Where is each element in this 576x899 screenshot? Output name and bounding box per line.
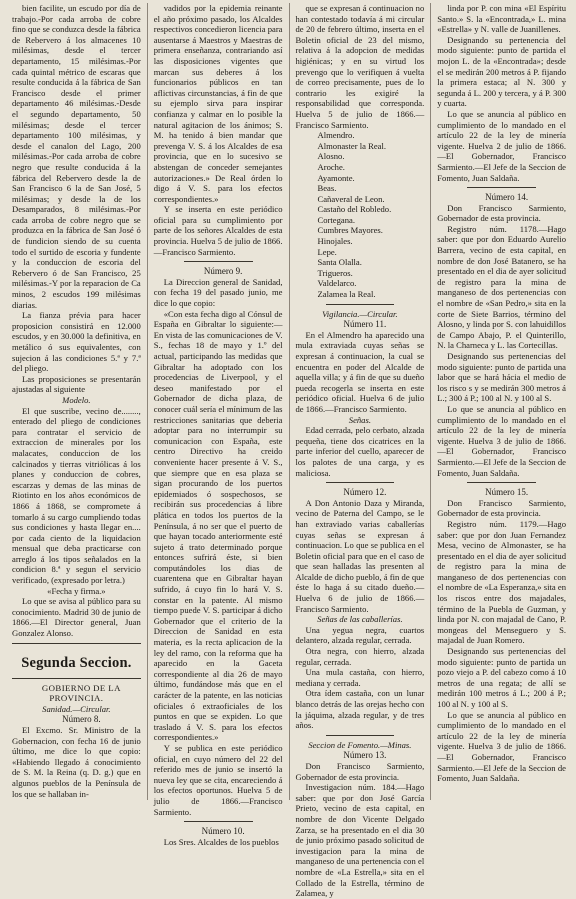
paragraph: Registro núm. 1178.—Hago saber: que por don Eduardo Aurelio Barrera, vecino de esta capital, en nombre de don José Batanero, se ha presentado en el dia de ayer solicitud de registro para la mina de manganeso de dos pertenencias con el nombre de «San Pedro,» sita en la corte de Siete Barrios, término del Alosno, y linda por S. con lahuidillos de Campo Abajo, P. el Quinterillo, N. la Charneca y L. las Cortecillas.: [437, 223, 566, 351]
paragraph: Los Sres. Alcaldes de los pueblos: [163, 836, 279, 847]
paragraph: Otra ídem castaña, con un lunar blanco detrás de las orejas hecho con la jáquima, alzada regular, y de tres años.: [295, 688, 425, 731]
paragraph: La fianza prévia para hacer proposicion consistirá en 12.000 escudos, y en 30.000 la definitiva, en metálico ó sus equivalentes, con sujecion á las condiciones 5.ª y 7.ª del pliego.: [12, 310, 141, 374]
list-item: Aroche.: [317, 161, 345, 172]
list-item: Lepe.: [317, 246, 337, 257]
paragraph: «Con esta fecha digo al Cónsul de España en Gibraltar lo siguiente:—En vista de las comunicaciones de V. S., fechas 18 de mayo y 1.º del actual, participando las medidas que Gibraltar ha adoptado con los procedencias de Liverpool, y el deseo manifestado por el Gobernador de dicha plaza, de conocer cuál sería el mínimum de las restricciones sanitarias que deberia adoptar para no interrumpir su comunicacion con España, este centro Directivo ha creido conveniente hacer presente á V. S., que siempre que en esa plaza se sigan procurando de los puertos epidemiados ó sospechosos, se recibirán sus procedencias á libre plática en todos los puertos de la Península, á no ser que el puerto de que hayan tocado anteriormente esté sujeto á trato determinado porque entonces sufrirá éste, si bien computándoles los dias de cuarentena que en Gibraltar hayan sufrido, á cuyo fin lo hará V. S. constar en la patente. Al mismo tiempo puede V. S. participar á dicho Gobernador que el criterio de la Direccion de Sanidad en esta materia, es la recta aplicacion de la ley del ramo, con la reforma que ha aparecido en la Gaceta correspondiente al dia 26 de mayo último, fundándose más que en el carácter de la patente, en las noticias oficiales ó extraoficiales de los puntos en que se expiden. Lo que traslado á V. S. para los efectos correspondientes.»: [153, 308, 283, 743]
senas-title: Señas.: [348, 414, 371, 425]
divider: [12, 643, 141, 644]
subsection-title: Vigilancia.—Circular.: [322, 308, 398, 319]
list-item: Zalamea la Real.: [317, 289, 376, 300]
list-item: Hinojales.: [317, 236, 353, 247]
divider: [326, 482, 395, 483]
paragraph: Una mula castaña, con hierro, mediana y cerrada.: [295, 667, 425, 688]
column-1: [12, 3, 141, 800]
paragraph: Lo que se avisa al público para su conocimiento. Madrid 30 de junio de 1866.—El Director general, Juan Gonzalez Alonso.: [12, 596, 141, 639]
list-item: Almonaster la Real.: [317, 140, 386, 151]
list-item: Almendro.: [317, 130, 355, 141]
senas-caballerias-title: Señas de las caballerías.: [317, 614, 403, 625]
fecha-firma: «Fecha y firma.»: [47, 585, 106, 596]
paragraph: El Excmo. Sr. Ministro de la Gobernacion, con fecha 16 de junio último, me dice lo que copio: «Habiendo llegado á conocimiento de S. M. la Reina (q. D. g.) que en algunos pueblos de la Península de los que se hallaban in-: [12, 725, 141, 799]
paragraph: Edad cerrada, pelo cerbato, alzada pequeña, tiene dos cicatrices en la parte inferior del cuello, aparecer de los palotes de una carga, y es maliciosa.: [295, 425, 425, 478]
paragraph: Don Francisco Sarmiento, Gobernador de esta provincia.: [295, 760, 425, 782]
divider: [467, 187, 536, 188]
numero-heading: Número 12.: [343, 487, 387, 498]
paragraph: Las proposiciones se presentarán ajustadas al siguiente: [12, 373, 141, 395]
column-4: [437, 3, 566, 800]
paragraph: Don Francisco Sarmiento, Gobernador de esta provincia.: [437, 497, 566, 519]
numero-heading: Número 8.: [62, 714, 101, 725]
paragraph: bien facilite, un escudo por día de trabajo.-Por cada arroba de cobre fino que se conduzca desde la fábrica de Rebervero á los almacenes 10 milésimas, desde el tercer departamento, 15 milésimas.-Por cada quintal métrico de escaras que resulte conducida á la fábrica de San Francisco desde el primer departamento 46 milésimas.-Desde el segundo departamento, 50 milésimas; desde el tercer departamento 100 milésimas, y desde el canalon del Lago, 200 milésimas.-Por cada arroba de cobre negro que resulte conducida á la fábrica del Rebervero desde la de San Francisco 6 la de San José, 5 milésimas; y desde la de los Desamparados, 8 milésimas.-Por cada arroba de cobre negro que se produzca en la fábrica de San José ó de fundicion siendo de su cuenta todo el surtido de escoria y fundente y la conduccion de escoria del Rebervero ó de San Francisco, 25 milésimas.-Y por la reparacion de Ca minos, 2 escudos 199 milésimas diarias.: [12, 3, 141, 310]
paragraph: Designando sus pertenencias del modo siguiente: punto de partida una labor que se hará hácia el medio de los risco s y se medirán 300 metros á L.; 300 á P.; 100 al N. y 100 al S.: [437, 351, 566, 404]
column-2: [153, 3, 283, 847]
paragraph: Otra negra, con hierro, alzada regular, cerrada.: [295, 646, 425, 667]
paragraph: A Don Antonio Daza y Miranda, vecino de Paterna del Campo, se le han extraviado varias caballerías cuyas señas se expresan á continuacion. Lo que se publica en el Boletin oficial para que en el caso de que sean halladas las presenten al Alcalde de dicho pueblo, á fin de que éste lo haga á su citado dueño.—Huelva 6 de julio de 1866.—Francisco Sarmiento.: [295, 497, 425, 614]
paragraph: Una yegua negra, cuartos delantero, alzada regular, cerrada.: [295, 624, 425, 646]
list-item: Cañaveral de Leon.: [317, 193, 385, 204]
paragraph: que se expresan á continuacion no han contestado todavía á mi circular de 20 de febrero último, inserta en el Boletin oficial de 23 del mismo, relativa á la adopcion de medidas higiénicas; y en su virtud los prevengo que lo verifiquen á vuelta de correo precisamente, pues de lo contrario les exigiré la responsabilidad que corresponda. Huelva 5 de julio de 1866.—Francisco Sarmiento.: [295, 3, 425, 130]
divider: [184, 261, 253, 262]
paragraph: Investigacion núm. 184.—Hago saber: que por don José García Prieto, vecino de esta capital, en nombre de don Vicente Delgado Zarza, se ha presentado en el dia 30 de junio próximo pasado solicitud de investigacion para la mina de manganeso de una pertenencia con el nombre de «La Estrella,» sita en el Collado de la Estrella, término de Zalamea, y: [295, 782, 425, 899]
paragraph: Y se inserta en este periódico oficial para su cumplimiento por parte de los señores Alcaldes de esta provincia. Huelva 5 de julio de 1866.—Francisco Sarmiento.: [153, 204, 283, 257]
column-divider: [430, 3, 431, 800]
list-item: Cumbres Mayores.: [317, 225, 383, 236]
gobierno-title: GOBIERNO DE LA PROVINCIA.: [41, 682, 121, 704]
subsection-title: Seccion de Fomento.—Minas.: [308, 739, 412, 750]
paragraph: Don Francisco Sarmiento, Gobernador de esta provincia.: [437, 202, 566, 224]
numero-heading: Número 9.: [203, 266, 243, 277]
paragraph: Designando sus pertenencias del modo siguiente: punto de partida un pozo viejo a P. del cabezo como á 10 metros de una regata; de allí se medirán 100 metros á L.; 200 á P.; 100 al N. y 100 al S.: [437, 646, 566, 709]
divider: [326, 304, 395, 305]
list-item: Valdelarco.: [317, 278, 357, 289]
divider: [184, 821, 253, 822]
section-title: Segunda Seccion.: [21, 654, 132, 671]
numero-heading: Número 15.: [485, 487, 529, 498]
paragraph: vadidos por la epidemia reinante el año próximo pasado, los Alcaldes respectivos concedieron licencia para ausentarse á Maestros y Maestras de primera enseñanza, contrariando así las disposiciones vigentes que marcan sus deberes á los funcionarios públicos en tan aflictivas circunstancias, á fin de que su ejemplo sirva para inspirar confianza y calmar en lo posible la natural agitacion de los ánimos; S. M. ha tenido á bien mandar que prevenga V. S. á los Alcaldes de esa provincia, que en lo sucesivo se abstengan de conceder semejantes autorizaciones.» De Real órden lo digo á V. S. para los efectos correspondientes.»: [153, 3, 283, 204]
paragraph: linda por P. con mina «El Espíritu Santo.» S. la «Encontrada,» L. mina «Estrella» y N. valle de Juanillenes.: [437, 3, 566, 35]
paragraph: El que suscribe, vecino de........, enterado del pliego de condiciones para contratar el servicio de extraccion de minerales por los malacates, conduccion de los calcinados y tierras vitriólicas á los planes y conduccion de cobres, escarzas y demas de las minas de Riotinto en los años económicos de 1866 á 1868, se compromete á tomarlo á su cargo cumpliendo todas sus condiciones y hasta llegar en.... por cada ciento de la liquidacion mensual que deba practicarse con arreglo á los tipos señalados en la condicion 8.ª y segun el servicio verificado, (expresado por letra.): [12, 405, 141, 586]
divider: [467, 482, 536, 483]
paragraph: En el Almendro ha aparecido una mula extraviada cuyas señas se expresan á continuacion, la cual se encuentra en poder del Alcalde de aquella villa; y á fin de que su dueño pueda recogerla se inserta en este periódico oficial. Huelva 6 de julio de 1866.—Francisco Sarmiento.: [295, 329, 425, 414]
paragraph: Registro núm. 1179.—Hago saber: que por don Juan Fernandez Mesa, vecino de Almonaster, se ha presentado en el dia de ayer solicitud de registro para la mina de manganeso de dos pertenencias con el nombre de «La Esperanza,» sita en los riscos entre dos majadales, término de la Puebla de Guzman, y linda por N. con majadal de Cano, P. mongeas del Menseguero y S. majadal de Juan Romero.: [437, 518, 566, 646]
pueblos-list: [296, 130, 425, 300]
paragraph: Y se publica en este periódico oficial, en cuyo número del 22 del referido mes de junio se insertó la nueva ley que se cita, encareciendo á los efectos oportunos. Huelva 5 de julio de 1866.—Francisco Sarmiento.: [153, 742, 283, 817]
paragraph: Lo que se anuncia al público en cumplimiento de lo mandado en el artículo 22 de la ley de minería vigente. Huelva 3 de julio de 1866.—El Gobernador, Francisco Sarmiento.—El Jefe de la Seccion de Fomento, Juan Saldaña.: [437, 403, 566, 478]
list-item: Trigueros.: [317, 267, 353, 278]
numero-heading: Número 11.: [343, 319, 387, 330]
paragraph: Lo que se anuncia al público en cumplimiento de lo mandado en el artículo 22 de la ley de minería vigente. Huelva 3 de julio de 1866.—El Gobernador, Francisco Sarmiento.—El Jefe de la Seccion de Fomento, Juan Saldaña.: [437, 709, 566, 784]
numero-heading: Número 14.: [485, 192, 529, 203]
column-divider: [289, 3, 290, 800]
paragraph: La Direccion general de Sanidad, con fecha 19 del pasado junio, me dice lo que copio:: [153, 276, 283, 309]
divider: [326, 735, 395, 736]
numero-heading: Número 13.: [343, 750, 387, 761]
column-divider: [147, 3, 148, 800]
list-item: Castaño del Robledo.: [317, 204, 392, 215]
divider: [12, 678, 141, 679]
list-item: Ayamonte.: [317, 172, 355, 183]
column-3: [295, 3, 425, 899]
paragraph: Lo que se anuncia al público en cumplimiento de lo mandado en el artículo 22 de la ley de minería vigente. Huelva 2 de julio de 1866.—El Gobernador, Francisco Sarmiento.—El Jefe de la Seccion de Fomento, Juan Saldaña.: [437, 108, 566, 183]
subsection-title: Sanidad.—Circular.: [42, 703, 111, 714]
list-item: Beas.: [317, 183, 337, 194]
paragraph: Designando su pertenencia del modo siguiente: punto de partida el mojon L. de la «Encontrada»; desde el se medirán 200 metros á P. fijando la primera estaca; al N. 300 y segunda á L. 200 y tercera, y á P. 300 y cuarta.: [437, 34, 566, 109]
list-item: Santa Olalla.: [317, 257, 362, 268]
list-item: Cortegana.: [317, 214, 355, 225]
modelo-title: Modelo.: [62, 394, 91, 405]
numero-heading: Número 10.: [201, 826, 245, 837]
list-item: Alosno.: [317, 151, 345, 162]
